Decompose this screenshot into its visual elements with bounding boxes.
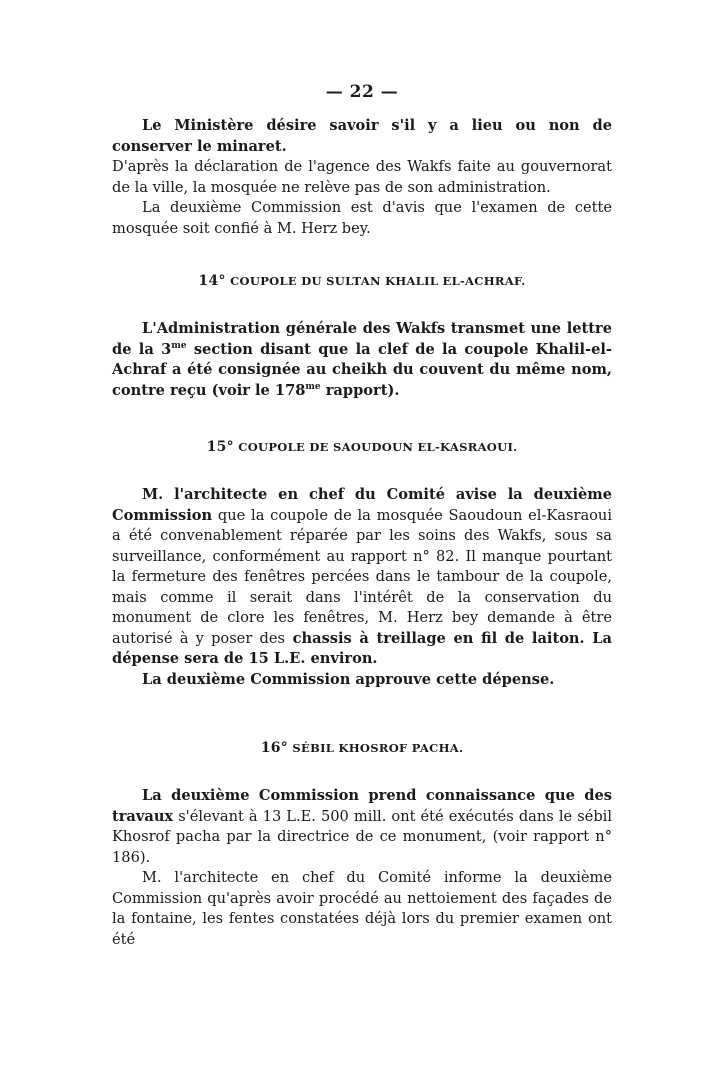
superscript-me-1: me	[171, 340, 187, 351]
paragraph-14-text-a: L'Administration générale des Wakfs transmet une lettre de la 3	[112, 320, 612, 358]
paragraph-14	[112, 319, 612, 401]
section-title-16: SÉBIL KHOSROF PACHA.	[292, 741, 464, 755]
paragraph-15-text-a: M. l'architecte en chef du Comité avise la deuxième Commission	[112, 486, 612, 524]
section-heading-16	[112, 740, 612, 756]
section-title-14: COUPOLE DU SULTAN KHALIL EL-ACHRAF.	[230, 274, 526, 288]
paragraph-15-text-b: que la coupole de la mosquée Saoudoun el-Kasraoui a été convenablement réparée par les soins des Wakfs, sous sa surveillance, conformément au rapport n° 82. Il manque pourtant la fermeture des fenêtres percées dans le tambour de la coupole, mais comme il serait dans l'intérêt de la conservation du monument de clore les fenêtres, M. Herz bey demande à être autorisé à y poser des	[112, 506, 612, 647]
paragraph-15-approval: La deuxième Commission approuve cette dépense.	[142, 670, 555, 688]
section-title-15: COUPOLE DE SAOUDOUN EL-KASRAOUI.	[238, 440, 518, 454]
paragraph-14-text-b: section disant que la clef de la coupole Khalil-el-Achraf a été consignée au cheikh du couvent du même nom, contre reçu (voir le 178	[112, 340, 612, 399]
paragraph-14-text-c: rapport).	[320, 381, 400, 399]
paragraph-16-text-b: s'élevant à 13 L.E. 500 mill. ont été exécutés dans le sébil Khosrof pacha par la directrice de ce monument, (voir rapport n° 186).	[112, 807, 612, 866]
page-number: — 22 —	[325, 82, 399, 102]
section-heading-14	[112, 273, 612, 289]
section-number-16: 16°	[260, 740, 289, 756]
paragraph-15	[112, 485, 612, 670]
paragraph-minaret-sentence1: Le Ministère désire savoir s'il y a lieu ou non de conserver le minaret.	[112, 117, 612, 155]
paragraph-minaret-sentence3: La deuxième Commission est d'avis que l'examen de cette mosquée soit confié à M. Herz bey.	[112, 199, 612, 237]
paragraph-minaret	[112, 116, 612, 239]
paragraph-16-text-a: La deuxième Commission prend connaissance que des travaux	[112, 787, 612, 825]
section-heading-15	[112, 439, 612, 455]
document-page	[112, 82, 612, 950]
paragraph-16-continued: M. l'architecte en chef du Comité informe la deuxième Commission qu'après avoir procédé au nettoiement des façades de la fontaine, les fentes constatées déjà lors du premier examen ont été	[112, 869, 612, 948]
section-number-14: 14°	[198, 273, 226, 289]
paragraph-16	[112, 786, 612, 868]
paragraph-15-text-c: chassis à treillage en fil de laiton. La dépense sera de 15 L.E. environ.	[112, 629, 612, 667]
superscript-me-2: me	[305, 381, 321, 392]
paragraph-minaret-sentence2: D'après la déclaration de l'agence des Wakfs faite au gouvernorat de la ville, la mosquée ne relève pas de son administration.	[112, 158, 612, 196]
section-number-15: 15°	[206, 439, 234, 455]
